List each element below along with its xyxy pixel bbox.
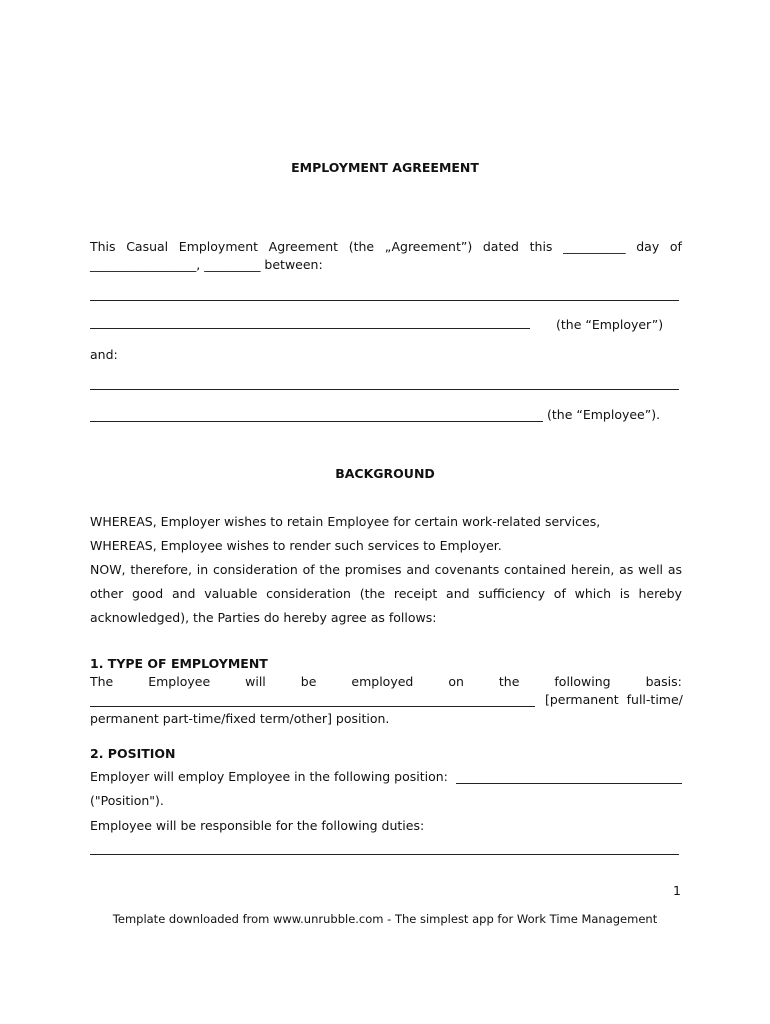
intro-word: (the	[348, 239, 375, 254]
intro-word: day	[636, 239, 660, 254]
employee-label: (the “Employee”).	[547, 407, 661, 422]
intro-word: __________	[563, 239, 626, 254]
section-1-line-1	[90, 674, 682, 689]
section-1-word: employed	[351, 674, 414, 689]
section-1-line-3: permanent part-time/fixed term/other] position.	[90, 711, 390, 726]
intro-word: „Agreement”)	[384, 239, 473, 254]
intro-word: of	[669, 239, 682, 254]
employer-address-line	[90, 328, 530, 329]
section-2-line-2: ("Position").	[90, 793, 164, 808]
employer-label: (the “Employer”)	[556, 317, 664, 332]
section-2-line-3: Employee will be responsible for the following duties:	[90, 818, 425, 833]
section-1-word: be	[300, 674, 317, 689]
and-label: and:	[90, 347, 118, 362]
duties-line	[90, 854, 679, 855]
employee-name-line	[90, 389, 679, 390]
section-1-word: Employee	[148, 674, 211, 689]
intro-word: this	[529, 239, 553, 254]
section-1-word: The	[90, 674, 114, 689]
section-2-line-1: Employer will employ Employee in the following position:	[90, 769, 448, 784]
page-number: 1	[673, 883, 681, 898]
intro-word: Casual	[126, 239, 169, 254]
position-line	[456, 783, 682, 784]
section-1-word: following	[554, 674, 611, 689]
section-1-line-2-tail: [permanent full-time/	[545, 692, 683, 707]
document-title: EMPLOYMENT AGREEMENT	[291, 160, 479, 175]
section-1-word: will	[245, 674, 266, 689]
intro-line-2: _________________, _________ between:	[90, 257, 323, 272]
intro-word: dated	[482, 239, 519, 254]
intro-word: This	[90, 239, 116, 254]
intro-word: Agreement	[268, 239, 339, 254]
now-therefore: NOW, therefore, in consideration of the promises and covenants contained herein, as well as other good and valuable consideration (the receipt and sufficiency of which is hereby acknowledged), the Parties do hereby agree as follows:	[90, 562, 682, 625]
whereas-employee: WHEREAS, Employee wishes to render such services to Employer.	[90, 538, 502, 553]
employment-basis-line	[90, 706, 535, 707]
background-text	[90, 510, 682, 630]
whereas-employer: WHEREAS, Employer wishes to retain Employee for certain work-related services,	[90, 514, 601, 529]
section-1-heading: 1. TYPE OF EMPLOYMENT	[90, 656, 268, 671]
section-2-heading: 2. POSITION	[90, 746, 176, 761]
footer-text: Template downloaded from www.unrubble.com - The simplest app for Work Time Management	[112, 912, 658, 926]
section-1-word: basis:	[645, 674, 682, 689]
section-1-word: on	[448, 674, 464, 689]
employee-address-line	[90, 421, 543, 422]
intro-word: Employment	[178, 239, 259, 254]
section-1-word: the	[498, 674, 520, 689]
intro-line-1	[90, 239, 682, 254]
background-heading: BACKGROUND	[335, 466, 435, 481]
employer-name-line	[90, 300, 679, 301]
